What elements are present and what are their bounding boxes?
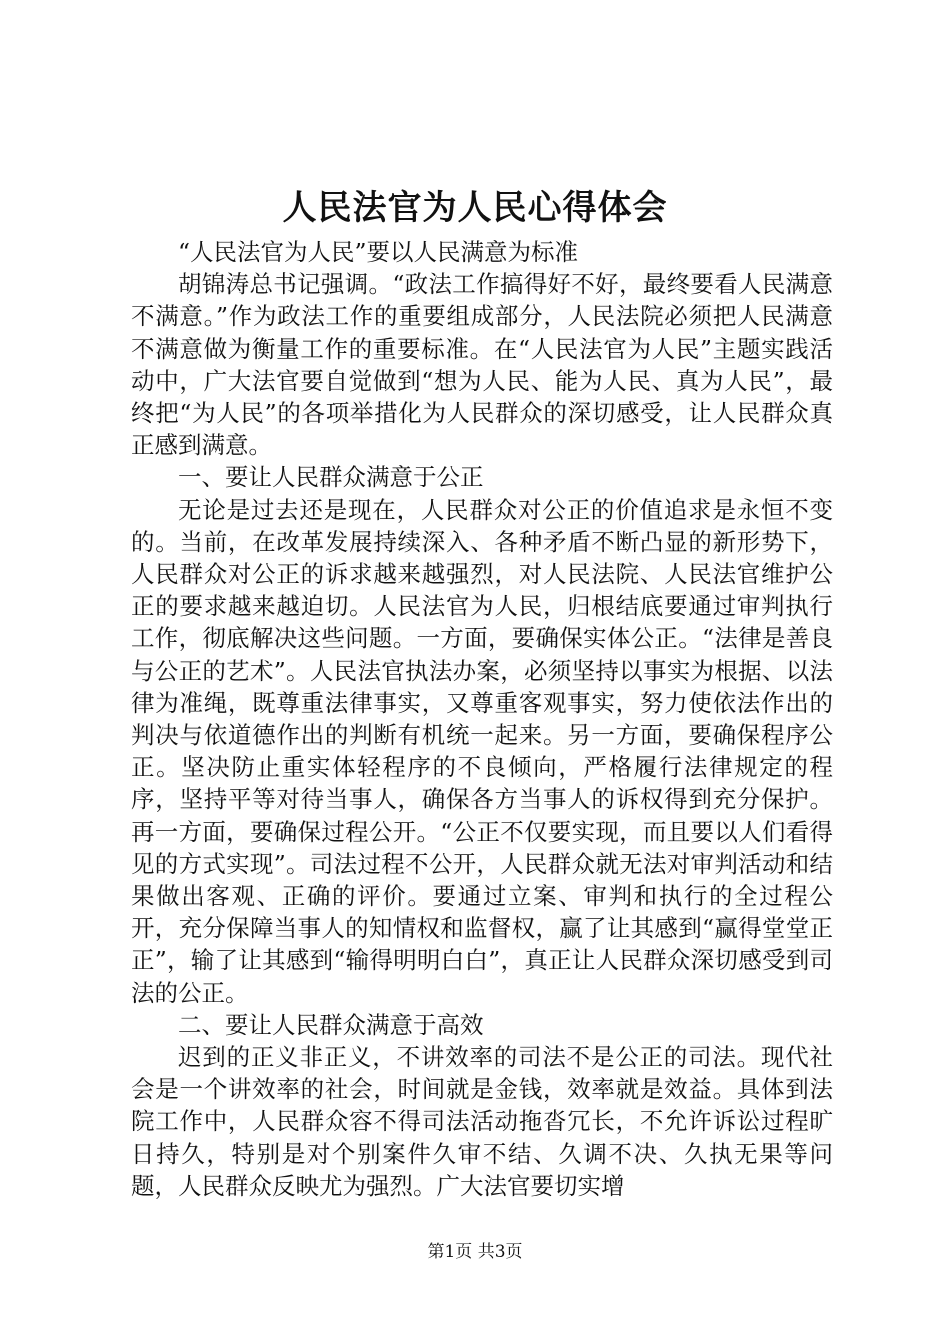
document-body — [131, 236, 833, 1202]
page-footer: 第1页 共3页 — [427, 1242, 523, 1262]
section-heading-1: 一、要让人民群众满意于公正 — [178, 463, 484, 492]
subtitle-line: “人民法官为人民”要以人民满意为标准 — [178, 238, 579, 266]
page-title: 人民法官为人民心得体会 — [282, 188, 668, 228]
paragraph-section-2: 迟到的正义非正义，不讲效率的司法不是公正的司法。现代社会是一个讲效率的社会，时间就是金钱，效率就是效益。具体到法院工作中，人民群众容不得司法活动拖沓冗长，不允许诉讼过程旷日持久，特别是对个别案件久审不结、久调不决、久执无果等问题，人民群众反映尤为强烈。广大法官要切实增 — [131, 1043, 833, 1200]
paragraph-section-1: 无论是过去还是现在，人民群众对公正的价值追求是永恒不变的。当前，在改革发展持续深入、各种矛盾不断凸显的新形势下，人民群众对公正的诉求越来越强烈，对人民法院、人民法官维护公正的要求越来越迫切。人民法官为人民，归根结底要通过审判执行工作，彻底解决这些问题。一方面，要确保实体公正。“法律是善良与公正的艺术”。人民法官执法办案，必须坚持以事实为根据、以法律为准绳，既尊重法律事实，又尊重客观事实，努力使依法作出的判决与依道德作出的判断有机统一起来。另一方面，要确保程序公正。坚决防止重实体轻程序的不良倾向，严格履行法律规定的程序，坚持平等对待当事人，确保各方当事人的诉权得到充分保护。再一方面，要确保过程公开。“公正不仅要实现，而且要以人们看得见的方式实现”。司法过程不公开，人民群众就无法对审判活动和结果做出客观、正确的评价。要通过立案、审判和执行的全过程公开，充分保障当事人的知情权和监督权，赢了让其感到“赢得堂堂正正”，输了让其感到“输得明明白白”，真正让人民群众深切感受到司法的公正。 — [131, 495, 833, 1007]
section-heading-2: 二、要让人民群众满意于高效 — [178, 1010, 484, 1039]
paragraph-intro: 胡锦涛总书记强调。“政法工作搞得好不好，最终要看人民满意不满意。”作为政法工作的重要组成部分，人民法院必须把人民满意不满意做为衡量工作的重要标准。在“人民法官为人民”主题实践活动中，广大法官要自觉做到“想为人民、能为人民、真为人民”，最终把“为人民”的各项举措化为人民群众的深切感受，让人民群众真正感到满意。 — [131, 270, 833, 460]
